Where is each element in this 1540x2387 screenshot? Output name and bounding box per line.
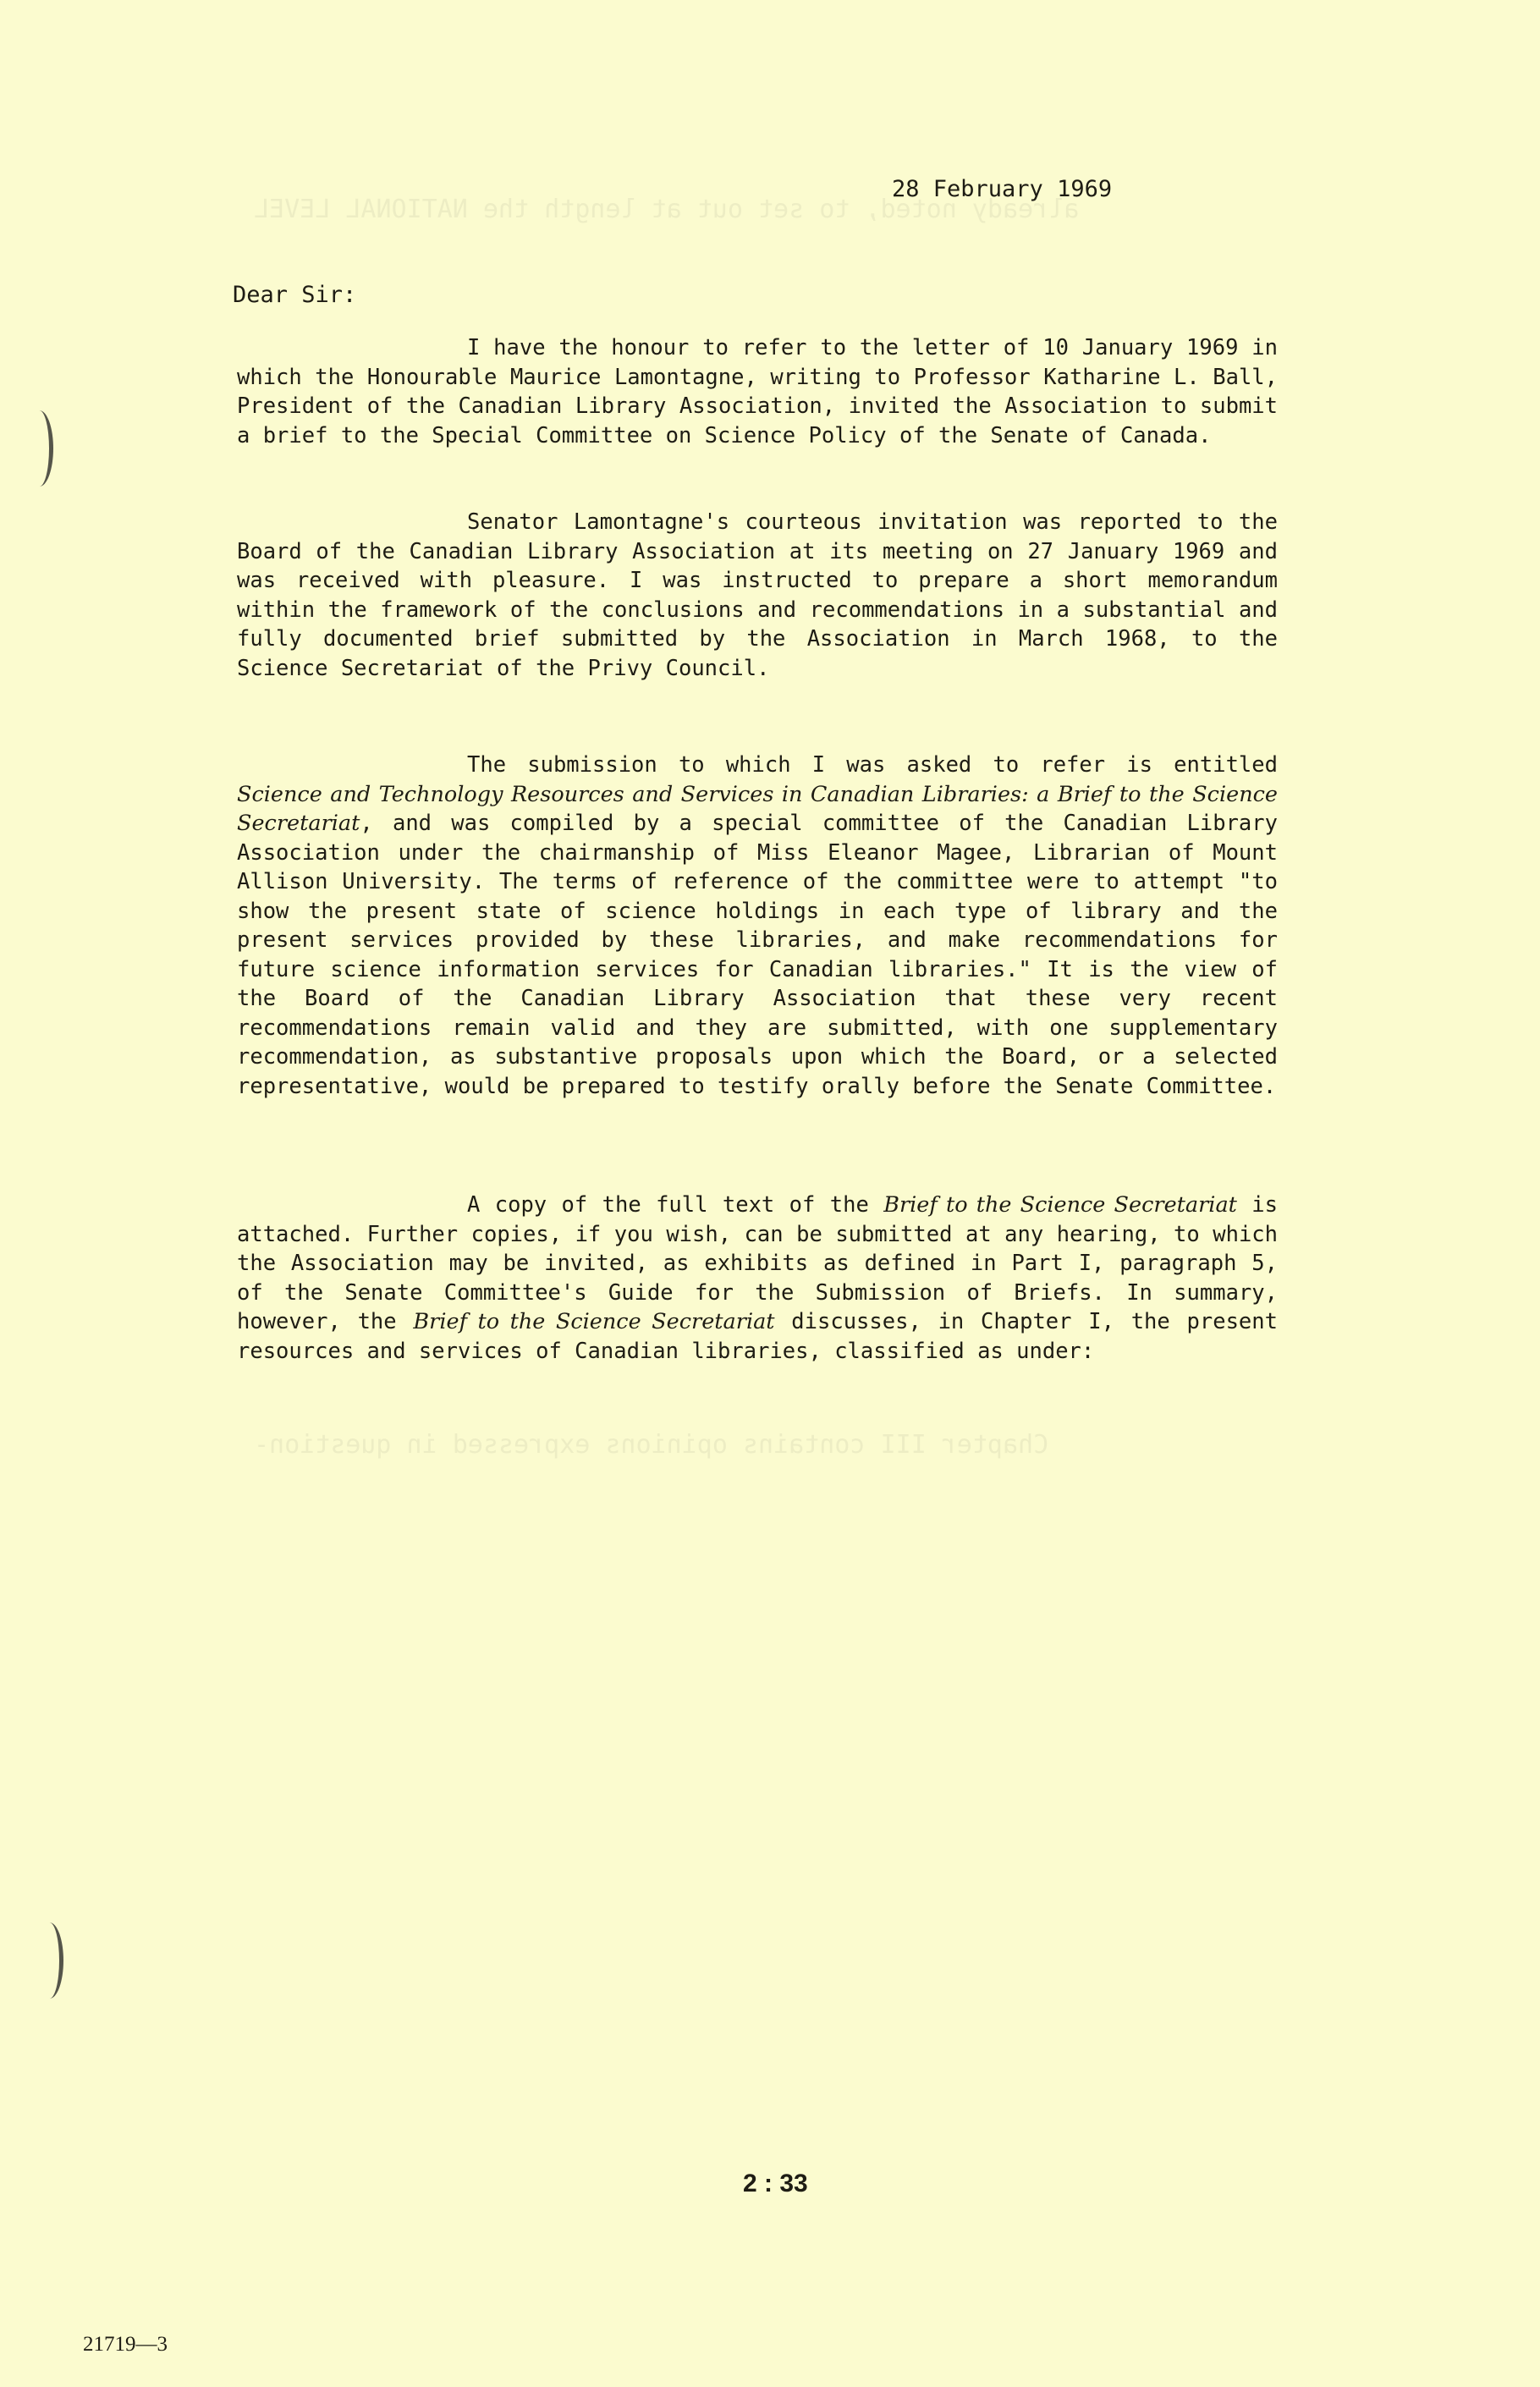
brief-title: Brief to the Science Secretariat	[413, 1309, 775, 1334]
letter-date: 28 February 1969	[892, 176, 1113, 202]
binder-hole	[36, 1922, 63, 1999]
binder-hole	[25, 410, 53, 487]
brief-title: Science and Technology Resources and Services in Canadian Libraries: a Brief to the Science Secretariat	[237, 781, 1278, 836]
paragraph-4: A copy of the full text of the Brief to the Science Secretariat is attached. Further copies, if you wish, can be submitted at any hearing, to which the Association may be invited, as exhibits as defined in Part I, paragraph 5, of the Senate Committee's Guide for the Submission of Briefs. In summary, however, the Brief to the Science Secretariat discusses, in Chapter I, the present resources and services of Canadian libraries, classified as under:	[237, 1192, 1278, 1364]
brief-title: Brief to the Science Secretariat	[883, 1192, 1237, 1218]
salutation: Dear Sir:	[233, 282, 357, 308]
paragraph-2: Senator Lamontagne's courteous invitation was reported to the Board of the Canadian Library Association at its meeting on 27 January 1969 and was received with pleasure. I was instructed to prepare a short memorandum within the framework of the conclusions and recommendations in a substantial and fully documented brief submitted by the Association in March 1968, to the Science Secretariat of the Privy Council.	[237, 509, 1278, 681]
paragraph-3: The submission to which I was asked to refer is entitled Science and Technology Resources and Services in Canadian Libraries: a Brief to the Science Secretariat, and was compiled by a special committee of the Canadian Library Association under the chairmanship of Miss Eleanor Magee, Librarian of Mount Allison University. The terms of reference of the committee were to attempt "to show the present state of science holdings in each type of library and the present services provided by these libraries, and make recommendations for future science information services for Canadian libraries." It is the view of the Board of the Canadian Library Association that these very recent recommendations remain valid and they are submitted, with one supplementary recommendation, as substantive proposals upon which the Board, or a selected representative, would be prepared to testify orally before the Senate Committee.	[237, 752, 1278, 1099]
print-code: 21719—3	[83, 2333, 168, 2356]
bleed-through-text: already noted, to set out at length the NATIONAL LEVEL	[254, 195, 1080, 224]
paragraph-1: I have the honour to refer to the letter of 10 January 1969 in which the Honourable Maurice Lamontagne, writing to Professor Katharine L. Ball, President of the Canadian Library Association, invited the Association to submit a brief to the Special Committee on Science Policy of the Senate of Canada.	[237, 335, 1278, 448]
page-number: 2 : 33	[743, 2170, 808, 2197]
bleed-through-text: Chapter III contains opinions expressed in question-	[254, 1430, 1049, 1460]
